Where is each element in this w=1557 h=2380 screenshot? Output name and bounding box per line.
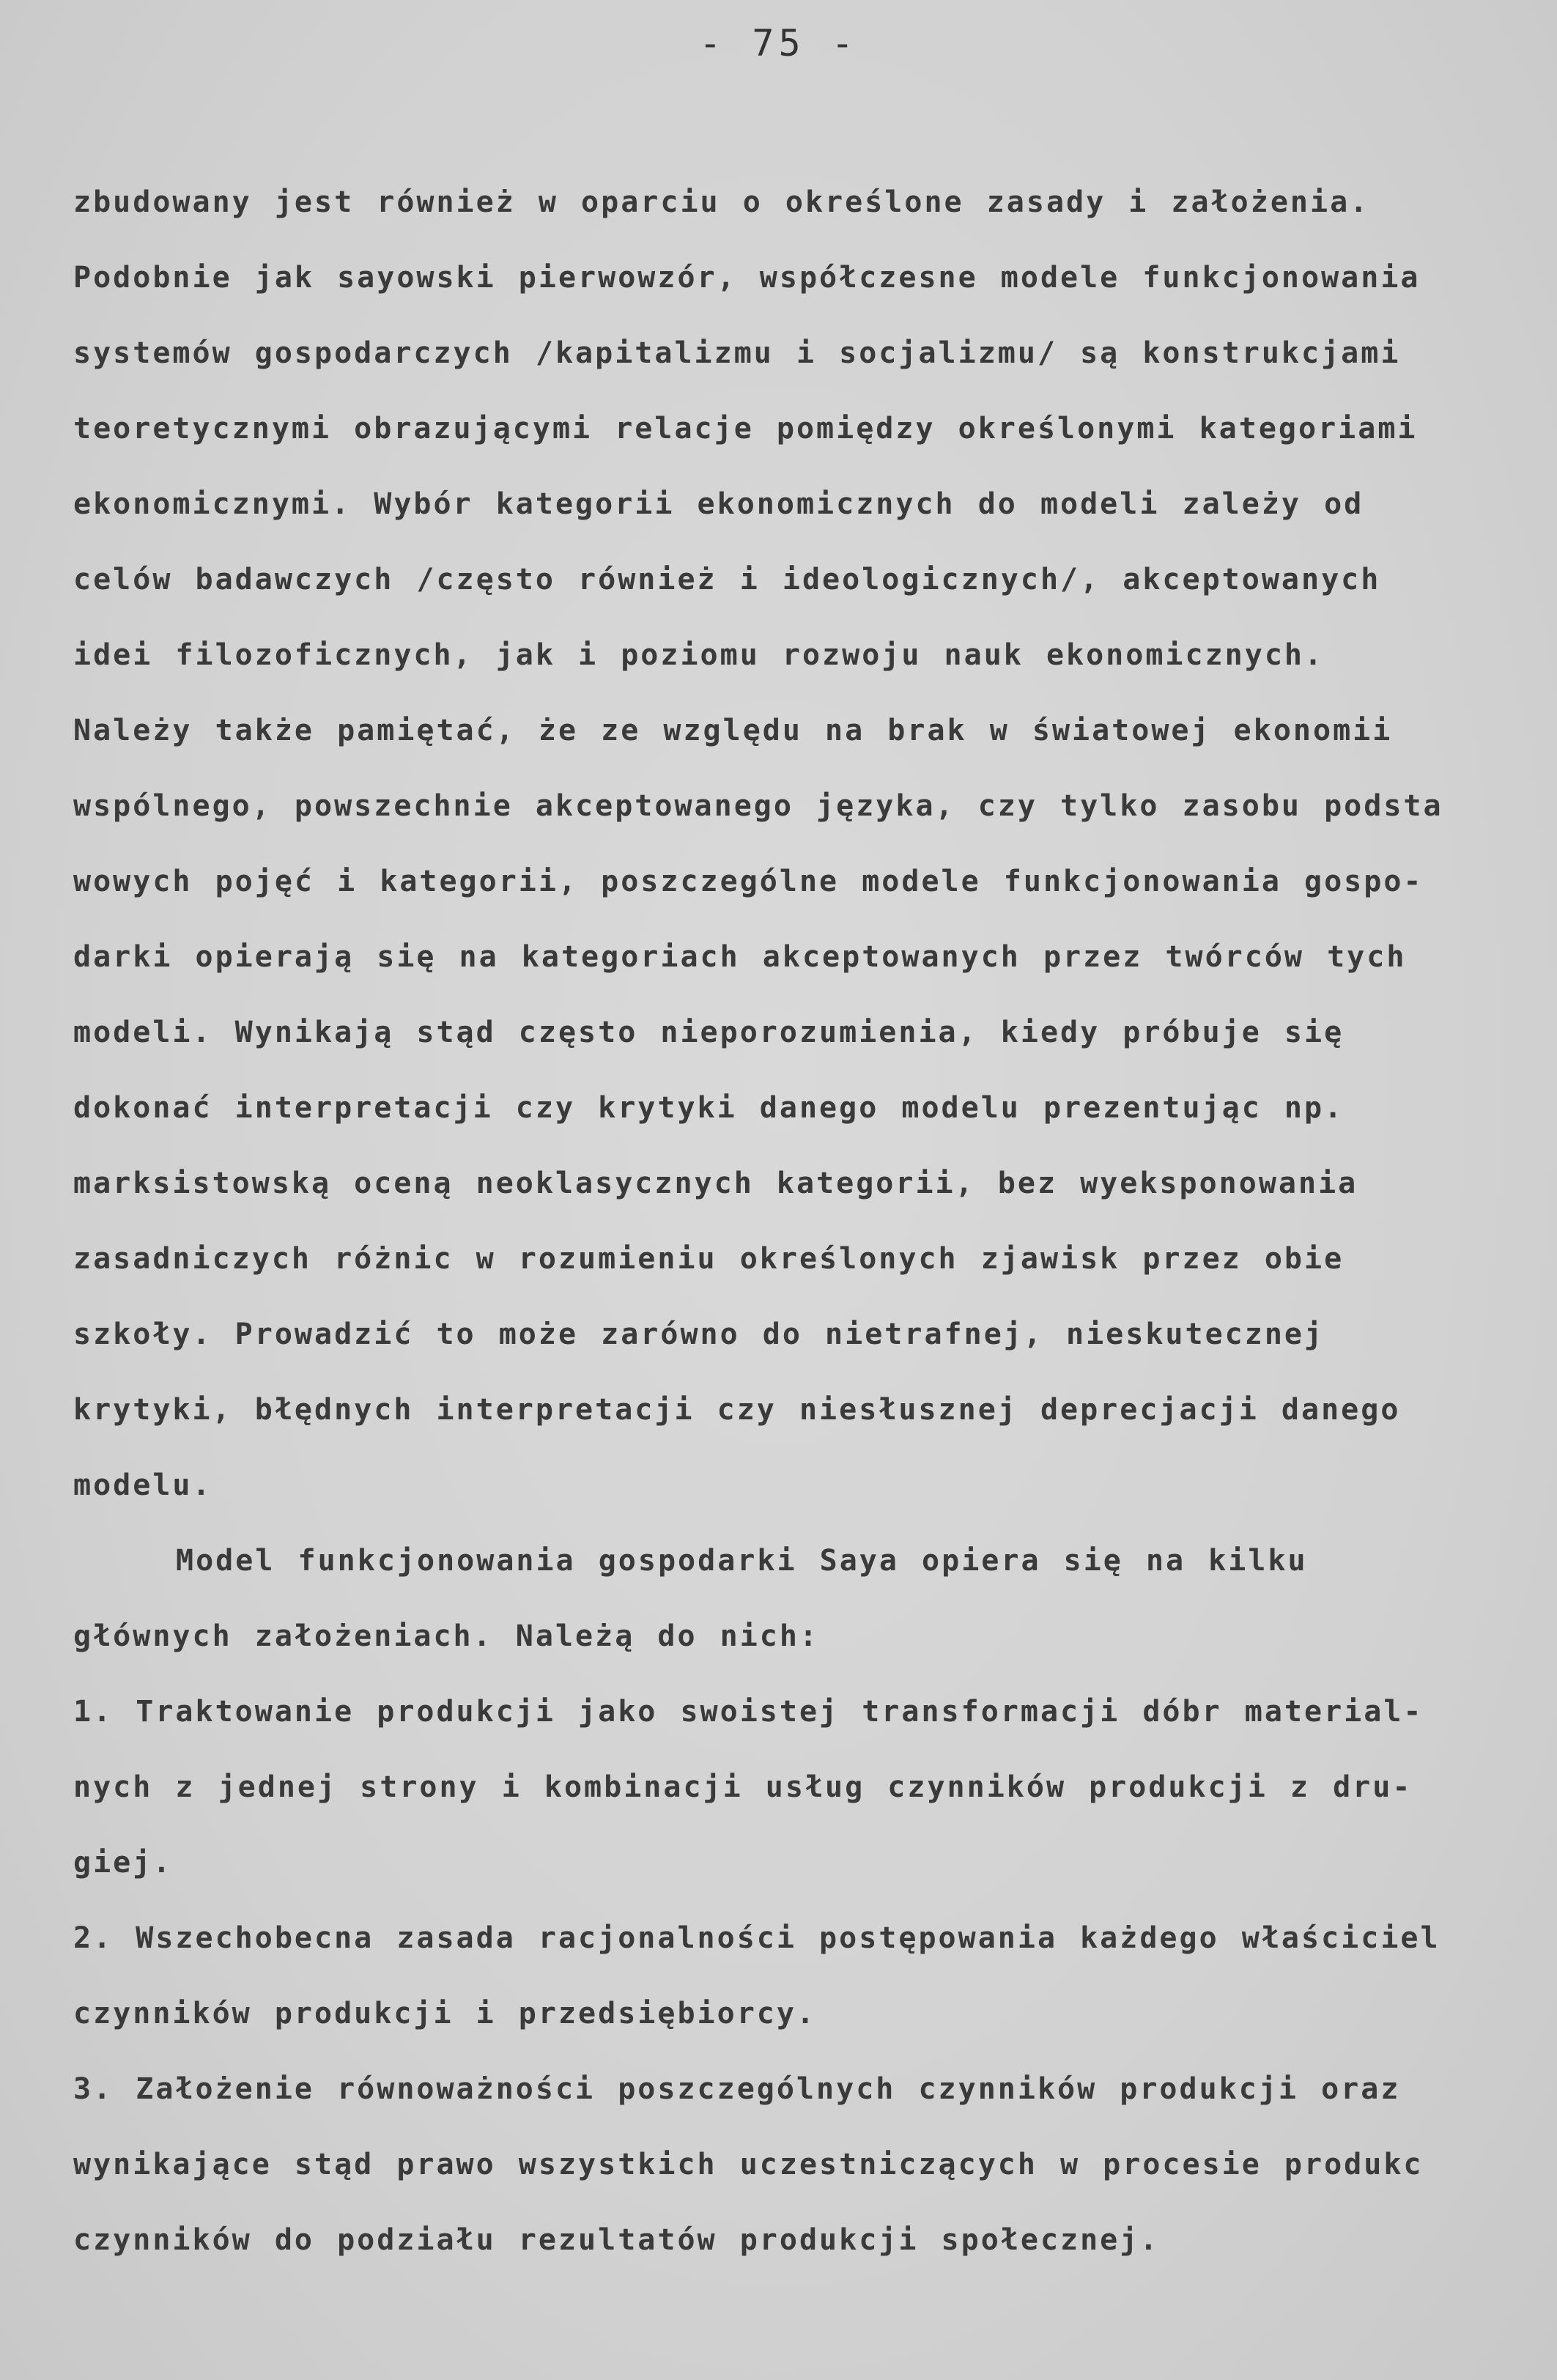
text-line: systemów gospodarczych /kapitalizmu i socjalizmu/ są konstrukcjami: [73, 336, 1401, 370]
text-line: marksistowską oceną neoklasycznych kategorii, bez wyeksponowania: [73, 1167, 1358, 1200]
text-line: darki opierają się na kategoriach akceptowanych przez twórców tych: [73, 940, 1407, 974]
text-line: Należy także pamiętać, że ze względu na brak w światowej ekonomii: [73, 714, 1393, 747]
page-number: - 75 -: [699, 22, 858, 64]
text-line: wowych pojęć i kategorii, poszczególne modele funkcjonowania gospo-: [73, 865, 1424, 898]
text-line: teoretycznymi obrazującymi relacje pomiędzy określonymi kategoriami: [73, 412, 1418, 446]
text-line: krytyki, błędnych interpretacji czy niesłusznej deprecjacji danego: [73, 1393, 1401, 1427]
text-line: czynników produkcji i przedsiębiorcy.: [73, 1997, 817, 2030]
text-line: wynikające stąd prawo wszystkich uczestniczących w procesie produkc: [73, 2148, 1424, 2181]
text-line: dokonać interpretacji czy krytyki danego modelu prezentując np.: [73, 1091, 1345, 1125]
text-line: szkoły. Prowadzić to może zarówno do nietrafnej, nieskutecznej: [73, 1318, 1325, 1351]
list-item-2: 2. Wszechobecna zasada racjonalności postępowania każdego właściciel: [73, 1921, 1440, 1955]
text-line: zbudowany jest również w oparciu o określone zasady i założenia.: [73, 185, 1370, 219]
text-line: czynników do podziału rezultatów produkcji społecznej.: [73, 2223, 1160, 2257]
text-line: modeli. Wynikają stąd często nieporozumienia, kiedy próbuje się: [73, 1016, 1345, 1049]
text-line: Podobnie jak sayowski pierwowzór, współczesne modele funkcjonowania: [73, 261, 1421, 295]
text-line: ekonomicznymi. Wybór kategorii ekonomicznych do modeli zależy od: [73, 487, 1364, 521]
text-line: wspólnego, powszechnie akceptowanego języka, czy tylko zasobu podsta: [73, 789, 1443, 823]
text-line: modelu.: [73, 1468, 212, 1502]
text-line: głównych założeniach. Należą do nich:: [73, 1619, 820, 1653]
text-line: zasadniczych różnic w rozumieniu określonych zjawisk przez obie: [73, 1242, 1345, 1276]
text-line: nych z jednej strony i kombinacji usług czynników produkcji z dru-: [73, 1770, 1413, 1804]
text-line: giej.: [73, 1846, 173, 1880]
body-text: [73, 165, 1553, 2278]
list-item-3: 3. Założenie równoważności poszczególnych czynników produkcji oraz: [73, 2072, 1401, 2106]
list-item-1: 1. Traktowanie produkcji jako swoistej transformacji dóbr material-: [73, 1695, 1424, 1729]
text-line: idei filozoficznych, jak i poziomu rozwoju nauk ekonomicznych.: [73, 638, 1325, 672]
text-line: celów badawczych /często również i ideologicznych/, akceptowanych: [73, 563, 1381, 596]
paragraph-start-line: Model funkcjonowania gospodarki Saya opiera się na kilku: [176, 1544, 1308, 1578]
